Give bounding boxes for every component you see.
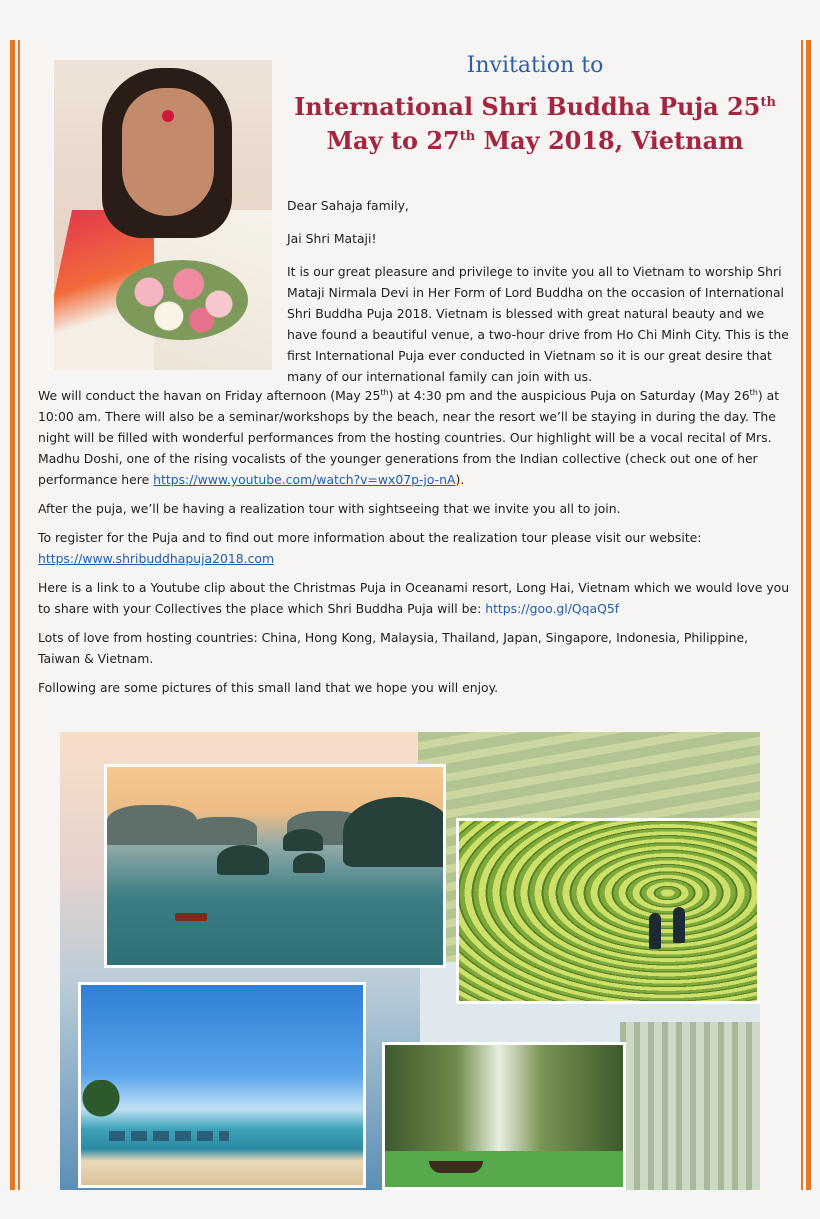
salutation: Jai Shri Mataji! [287,231,377,246]
boat-icon [429,1161,483,1173]
pictures-paragraph: Following are some pictures of this small land that we hope you will enjoy. [38,680,499,695]
left-border-thin [18,40,20,1190]
youtube-link[interactable]: https://www.youtube.com/watch?v=wx07p-jo-nA [153,472,456,487]
event-title: International Shri Buddha Puja 25th May to 27th May 2018, Vietnam [294,92,776,155]
invitation-label: Invitation to [466,53,604,78]
right-border-thick [806,40,811,1190]
tour-paragraph: After the puja, we’ll be having a realization tour with sightseeing that we invite you all to join. [38,501,621,516]
register-paragraph: To register for the Puja and to find out more information about the realization tour please visit our website: https://www.shribuddhapuja2018.com [38,530,702,566]
website-link[interactable]: https://www.shribuddhapuja2018.com [38,551,275,566]
rice-terraces-photo [456,818,760,1004]
love-paragraph: Lots of love from hosting countries: China, Hong Kong, Malaysia, Thailand, Japan, Singapore, Indonesia, Philippine, Taiwan & Vietnam. [38,630,749,666]
farmer-figure [673,907,685,943]
schedule-paragraph: We will conduct the havan on Friday afternoon (May 25th) at 4:30 pm and the auspicious Puja on Saturday (May 26th) at 10:00 am. There will also be a seminar/workshops by the beach, near the resort we’ll be staying in during the day. The night will be filled with wonderful performances from the hosting countries. Our highlight will be a vocal recital of Mrs. Madhu Doshi, one of the rising vocalists of the younger generations from the Indian collective (check out one of her performance here https://www.youtube.com/watch?v=wx07p-jo-nA). [38,387,780,487]
greeting: Dear Sahaja family, [287,198,409,213]
halong-bay-photo [104,764,446,968]
photo-collage [60,732,760,1190]
clip-paragraph: Here is a link to a Youtube clip about the Christmas Puja in Oceanami resort, Long Hai, Vietnam which we would love you to share with your Collectives the place which Shri Buddha Puja will be: https://goo.gl/QqaQ5f [38,580,790,616]
letter-body [38,385,790,706]
forest-canal-photo [382,1042,626,1190]
beach-photo [78,982,366,1188]
letter-opening [287,195,792,399]
intro-paragraph: It is our great pleasure and privilege to invite you all to Vietnam to worship Shri Mataji Nirmala Devi in Her Form of Lord Buddha on the occasion of International Shri Buddha Puja 2018. Vietnam is blessed with great natural beauty and we have found a beautiful venue, a two-hour drive from Ho Chi Minh City. This is the first International Puja ever conducted in Vietnam so it is our great desire that many of our international family can join with us. [287,264,789,384]
portrait-photo [54,60,272,370]
flower-bouquet [116,260,248,340]
right-border-thin [801,40,803,1190]
boat-icon [175,913,207,921]
fishing-boats [109,1131,229,1141]
clip-link[interactable]: https://goo.gl/QqaQ5f [485,601,620,616]
invitation-heading [290,50,780,156]
left-border-thick [10,40,15,1190]
farmer-figure [649,913,661,949]
collage-background-forest [620,1022,760,1190]
